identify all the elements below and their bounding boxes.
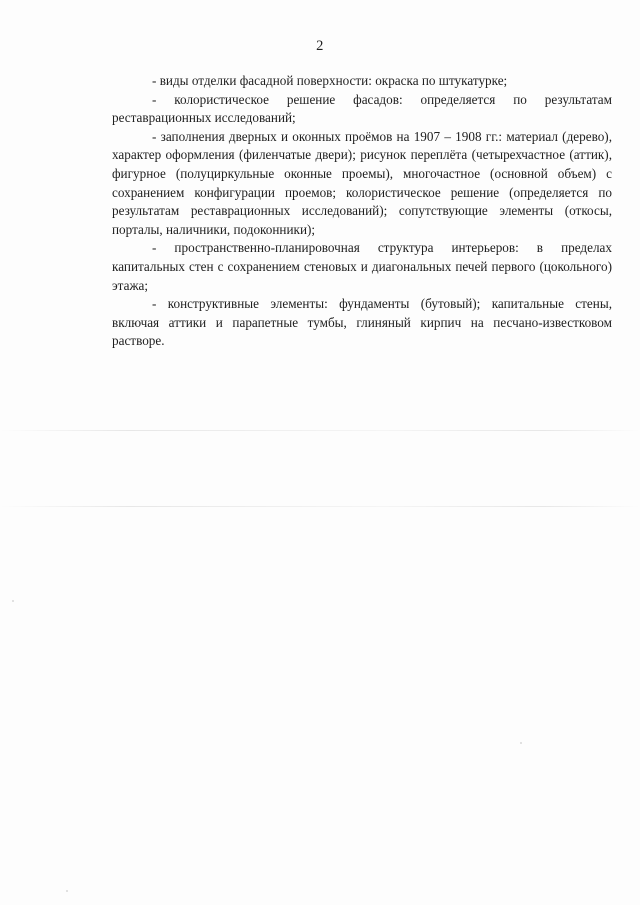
paragraph-facade-finish: - виды отделки фасадной поверхности: окраска по штукатурке;	[152, 73, 508, 88]
scan-artifact-line	[0, 506, 640, 507]
paragraph-facade-color: - колористическое решение фасадов: определяется по результатам реставрационных исследований;	[112, 91, 612, 126]
scan-speck	[66, 890, 68, 892]
paragraph-door-window-fillings: - заполнения дверных и оконных проёмов на 1907 – 1908 гг.: материал (дерево), характер оформления (филенчатые двери); рисунок переплёта (четырехчастное (аттик), фигурное (полуциркульные оконные проемы), многочастное (основной объем) с сохранением конфигурации проемов; колористическое решение (определяется по результатам реставрационных исследований); сопутствующие элементы (откосы, порталы, наличники, подоконники);	[112, 128, 612, 237]
paragraph-structural-elements: - конструктивные элементы: фундаменты (бутовый); капитальные стены, включая аттики и парапетные тумбы, глиняный кирпич на песчано-известковом растворе.	[112, 296, 612, 349]
page-number: 2	[316, 38, 324, 54]
scan-speck	[520, 742, 522, 744]
scan-speck	[12, 600, 14, 602]
scan-artifact-line	[0, 430, 640, 431]
paragraph-interior-layout: - пространственно-планировочная структура интерьеров: в пределах капитальных стен с сохранением стеновых и диагональных печей первого (цокольного) этажа;	[112, 240, 612, 293]
document-body	[112, 72, 612, 351]
